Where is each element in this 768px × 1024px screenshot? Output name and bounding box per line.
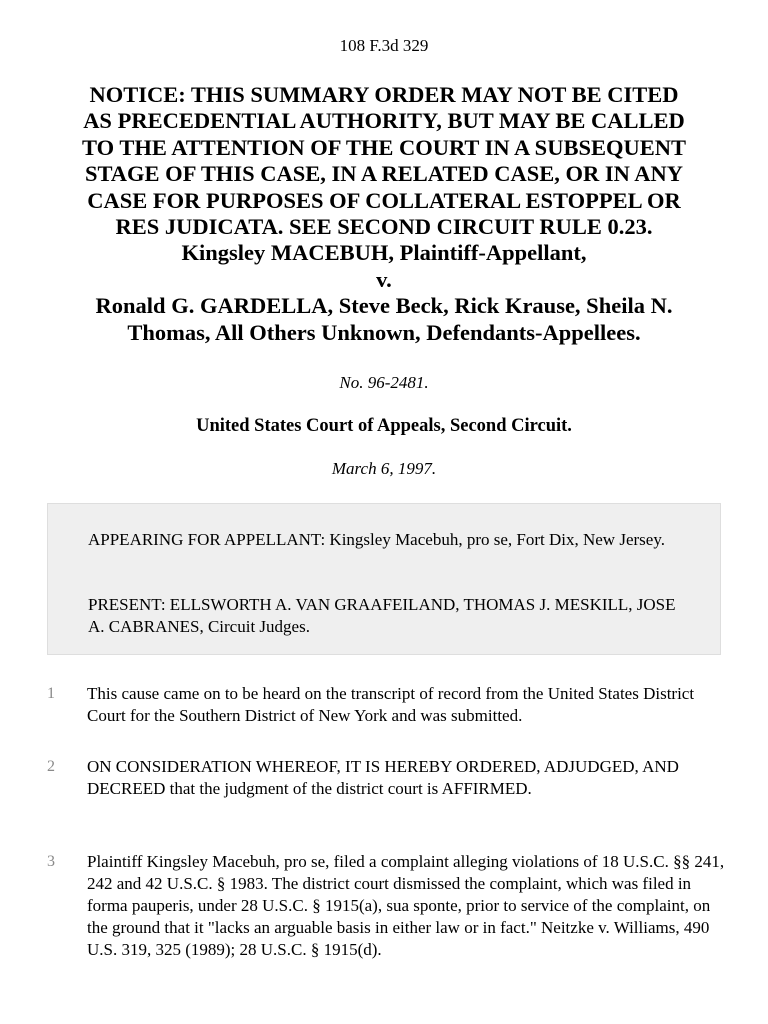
counsel-panel xyxy=(47,503,721,655)
present-judges: PRESENT: ELLSWORTH A. VAN GRAAFEILAND, THOMAS J. MESKILL, JOSE A. CABRANES, Circuit Judges. xyxy=(88,595,676,636)
paragraph-text: ON CONSIDERATION WHEREOF, IT IS HEREBY ORDERED, ADJUDGED, AND DECREED that the judgment of the district court is AFFIRMED. xyxy=(87,757,679,798)
paragraph-number: 1 xyxy=(47,685,55,702)
case-citation: 108 F.3d 329 xyxy=(339,36,429,55)
appearing-for-appellant: APPEARING FOR APPELLANT: Kingsley Macebuh, pro se, Fort Dix, New Jersey. xyxy=(88,530,665,549)
notice-line: RES JUDICATA. SEE SECOND CIRCUIT RULE 0.23. xyxy=(115,214,653,240)
notice-line: TO THE ATTENTION OF THE COURT IN A SUBSEQUENT xyxy=(82,134,686,160)
paragraph-text: This cause came on to be heard on the transcript of record from the United States District Court for the Southern District of New York and was submitted. xyxy=(87,684,695,725)
notice-line: AS PRECEDENTIAL AUTHORITY, BUT MAY BE CALLED xyxy=(83,108,685,134)
court-name: United States Court of Appeals, Second Circuit. xyxy=(196,416,572,436)
notice-line: NOTICE: THIS SUMMARY ORDER MAY NOT BE CITED xyxy=(89,82,679,107)
defendants-line: Ronald G. GARDELLA, Steve Beck, Rick Krause, Sheila N. xyxy=(95,293,673,319)
decision-date: March 6, 1997. xyxy=(331,459,437,478)
notice-line: STAGE OF THIS CASE, IN A RELATED CASE, OR IN ANY xyxy=(84,161,684,187)
paragraph-text: Plaintiff Kingsley Macebuh, pro se, filed a complaint alleging violations of 18 U.S.C. §§ 241, 242 and 42 U.S.C. § 1983. The district court dismissed the complaint, which was filed in forma pauperis, under 28 U.S.C. § 1915(a), sua sponte, prior to service of the complaint, on the ground that it "lacks an arguable basis in either law or in fact." Neitzke v. Williams, 490 U.S. 319, 325 (1989); 28 U.S.C. § 1915(d). xyxy=(87,852,725,959)
versus-line: v. xyxy=(376,266,392,292)
paragraph-number: 2 xyxy=(47,758,55,775)
paragraph-number: 3 xyxy=(47,853,55,870)
docket-number: No. 96-2481. xyxy=(339,373,429,392)
notice-line: CASE FOR PURPOSES OF COLLATERAL ESTOPPEL OR xyxy=(87,187,681,213)
defendants-line: Thomas, All Others Unknown, Defendants-Appellees. xyxy=(127,319,641,345)
case-title xyxy=(30,82,738,346)
plaintiff-line: Kingsley MACEBUH, Plaintiff-Appellant, xyxy=(181,240,587,266)
